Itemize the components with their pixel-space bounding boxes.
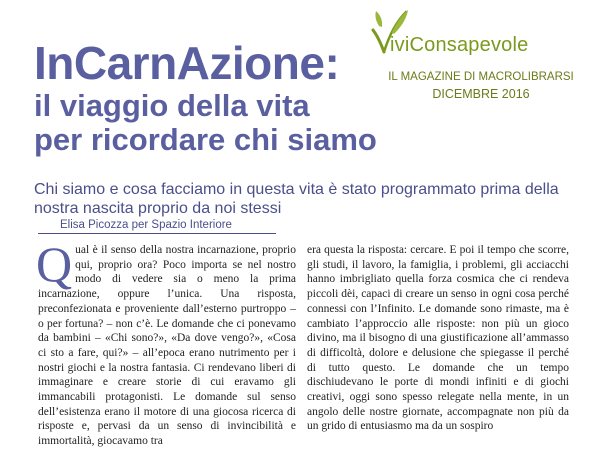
- body-column-1: [36, 236, 296, 449]
- article-lead: Chi siamo e cosa facciamo in questa vita è stato programmato prima della nostra nascita proprio da noi stessi: [34, 181, 559, 217]
- byline: Elisa Picozza per Spazio Interiore: [38, 219, 276, 234]
- issue-date: DICEMBRE 2016: [432, 87, 530, 101]
- column-2-text: era questa la risposta: cercare. E poi il tempo che scorre, gli studi, il lavoro, la famiglia, i problemi, gli acciacchi hanno imbrigliato quella forza cosmica che ci rendeva piccoli dèi, capaci di creare un senso in ogni cosa perché connessi con l’Infinito. Le domande sono rimaste, ma è cambiato l’approccio alle risposte: non più un gioco divino, ma il bisogno di una giustificazione all’ammasso di difficoltà, dolore e delusione che spiegasse il perché di tutto questo. Le domande che un tempo dischiudevano le porte di mondi infiniti e di giochi creativi, oggi sono spesso relegate nella mente, in un angolo delle nostre giornate, accompagnate non più da un grido di entusiasmo ma da un sospiro: [307, 244, 569, 433]
- magazine-brand: iviConsapevole: [390, 34, 529, 56]
- body-column-2: [307, 243, 569, 434]
- title-line-2: il viaggio della vita: [34, 88, 310, 123]
- drop-cap: Q: [36, 236, 73, 292]
- article-title: [34, 37, 377, 157]
- title-line-3: per ricordare chi siamo: [34, 122, 377, 157]
- masthead: [370, 6, 595, 106]
- column-1-text: ual è il senso della nostra incarnazione, proprio qui, proprio ora? Poco importa se nel nostro modo di vedere sia o meno la prima incarnazione, oppure l’unica. Una risposta, preconfezionata e proveniente dall’esterno purtroppo – o per fortuna? – non c’è. Le domande che ci ponevamo da bambini – «Chi sono?», «Da dove vengo?», «Cosa ci sto a fare, qui?» – all’epoca erano nutrimento per i nostri giochi e la nostra fantasia. Ci rendevano liberi di immaginare e creare storie di cui eravamo gli immancabili protagonisti. Le domande sul senso dell’esistenza erano il motore di una giocosa ricerca di risposte e, pervasi da un senso di invincibilità e immortalità, giocavamo tra: [38, 244, 296, 448]
- byline-block: [38, 219, 276, 234]
- magazine-tagline: IL MAGAZINE DI MACROLIBRARSI: [388, 71, 574, 83]
- title-line-1: InCarnAzione:: [34, 37, 340, 89]
